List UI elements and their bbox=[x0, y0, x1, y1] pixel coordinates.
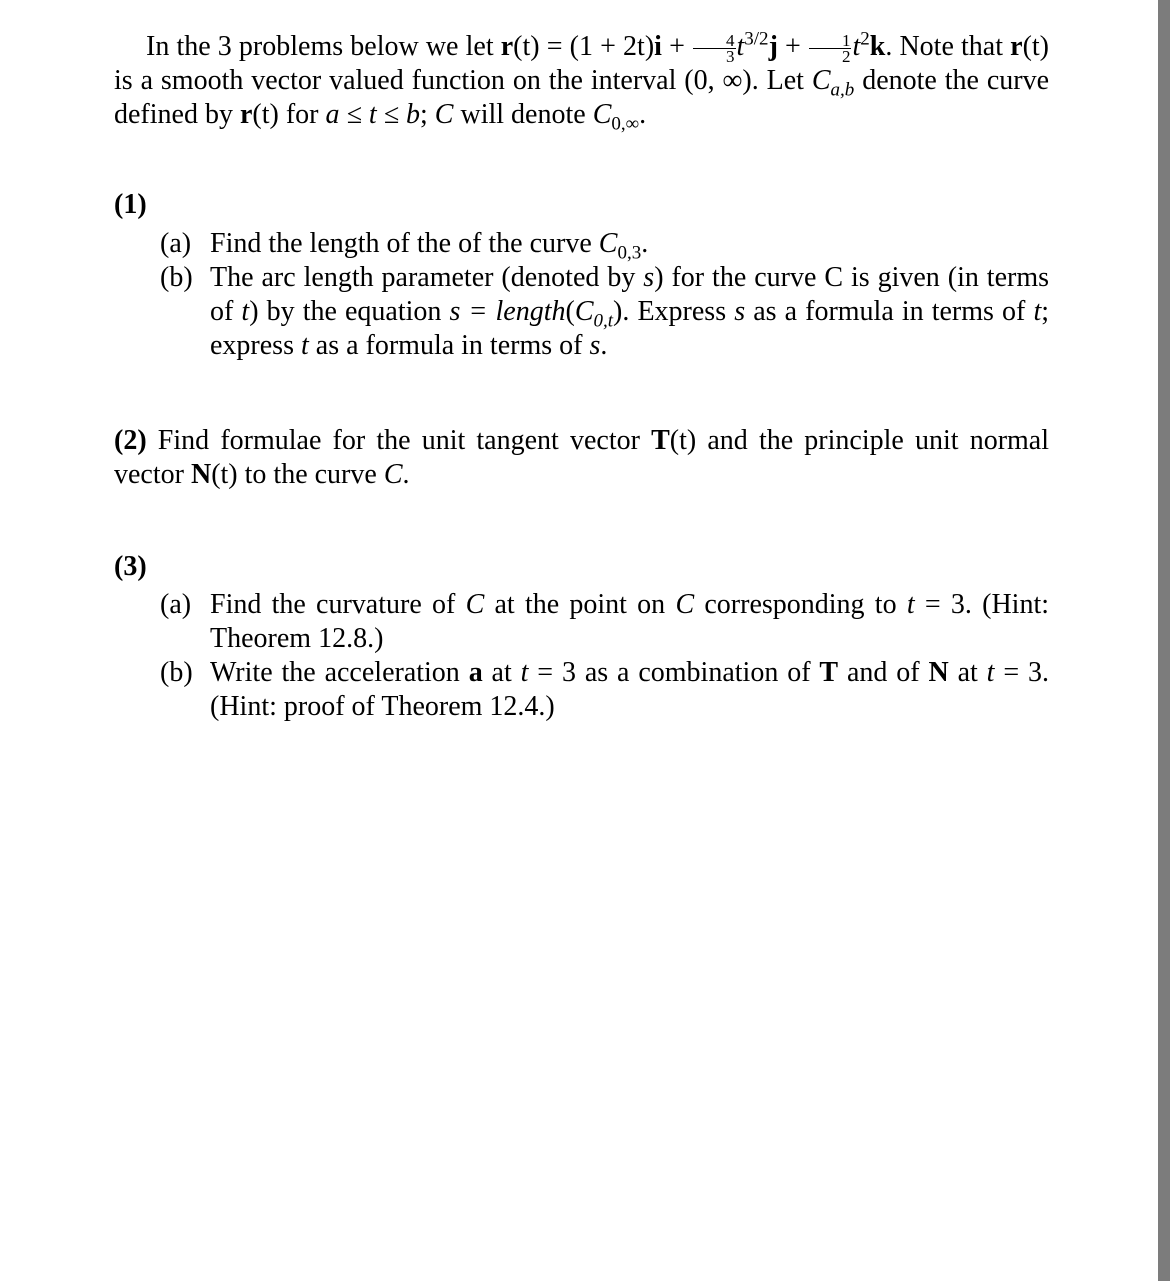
page-edge-border bbox=[1158, 0, 1170, 1281]
plus: + bbox=[777, 31, 808, 62]
item-text: and of bbox=[838, 657, 929, 688]
equation: s = length bbox=[449, 296, 566, 327]
curve-symbol: C bbox=[383, 459, 403, 490]
a-vector: a bbox=[468, 657, 483, 688]
intro-text: ; bbox=[420, 99, 435, 131]
problem-1-heading: (1) bbox=[114, 189, 147, 220]
paren: ( bbox=[565, 296, 575, 327]
intro-eq: = (1 + 2t) bbox=[539, 31, 655, 62]
item-text: Write the acceleration bbox=[210, 657, 469, 688]
item-text: as a formula in terms of bbox=[745, 296, 1034, 327]
problem-3a bbox=[160, 588, 1049, 656]
item-text: . bbox=[402, 459, 410, 490]
t-var: t bbox=[300, 330, 309, 361]
intro-text: In the 3 problems below we let bbox=[146, 31, 501, 62]
exponent: 3/2 bbox=[744, 28, 769, 50]
item-body bbox=[210, 261, 1049, 363]
s-var: s bbox=[589, 330, 601, 361]
paren: ) bbox=[613, 296, 623, 327]
item-text: Find the length of the of the curve bbox=[210, 228, 599, 259]
r-vector: r bbox=[1010, 31, 1023, 62]
item-text: . bbox=[600, 330, 608, 361]
exponent: 2 bbox=[860, 28, 870, 50]
item-text: and the principle unit normal vector bbox=[114, 425, 1050, 490]
curve-symbol: C bbox=[574, 296, 594, 327]
item-body bbox=[210, 227, 1049, 264]
fraction-4-3 bbox=[693, 31, 736, 67]
problem-3b bbox=[160, 656, 1049, 724]
t-var: t bbox=[736, 31, 745, 62]
t-arg: (t) bbox=[1022, 31, 1049, 62]
item-label: (a) bbox=[160, 589, 192, 620]
item-text: Find formulae for the unit tangent vector bbox=[146, 425, 652, 456]
intro-text: for bbox=[278, 99, 326, 131]
item-text: at bbox=[948, 657, 987, 688]
r-vector: r bbox=[500, 31, 514, 62]
r-vector: r bbox=[239, 99, 253, 131]
problem-3-heading: (3) bbox=[114, 551, 147, 582]
item-text: as a formula in terms of bbox=[308, 330, 590, 361]
fraction-1-2 bbox=[809, 31, 852, 67]
T-vector: T bbox=[651, 425, 670, 456]
item-body bbox=[210, 588, 1049, 656]
intro-paragraph bbox=[114, 28, 1050, 135]
inequality: a ≤ t ≤ b bbox=[325, 99, 421, 131]
subscript: 0,t bbox=[593, 310, 614, 332]
problem-1b bbox=[160, 261, 1049, 363]
frac-num: 1 bbox=[809, 33, 852, 49]
hint-text: (Hint: Theorem 12.8.) bbox=[210, 589, 1049, 654]
problem-2 bbox=[114, 424, 1049, 492]
T-vector: T bbox=[819, 657, 839, 688]
item-label: (b) bbox=[160, 657, 193, 688]
t-var: t bbox=[986, 657, 995, 688]
curve-symbol: C bbox=[675, 589, 695, 620]
intro-text: . bbox=[639, 99, 647, 131]
item-text: to the curve bbox=[237, 459, 384, 490]
item-text: . bbox=[641, 228, 649, 259]
intro-text: denote the curve defined by bbox=[114, 65, 1050, 131]
frac-den: 3 bbox=[726, 47, 735, 67]
item-label: (a) bbox=[160, 228, 192, 259]
item-text: . Express bbox=[622, 296, 735, 327]
t-var: t bbox=[906, 589, 915, 620]
i-vector: i bbox=[654, 31, 662, 62]
t-var: t bbox=[852, 31, 861, 62]
N-vector: N bbox=[928, 657, 949, 688]
t-arg: (t) bbox=[252, 99, 279, 131]
item-text: Find the curvature of bbox=[210, 589, 466, 620]
intro-text: is a smooth vector valued function on the interval (0, ∞). Let bbox=[114, 65, 812, 97]
s-var: s bbox=[643, 262, 655, 293]
t-var: t bbox=[520, 657, 529, 688]
curve-symbol: C bbox=[811, 65, 831, 97]
item-text: corresponding to bbox=[694, 589, 907, 620]
t-arg: (t) bbox=[211, 459, 238, 490]
item-label: (b) bbox=[160, 262, 193, 293]
curve-symbol: C bbox=[598, 228, 618, 259]
subscript: a,b bbox=[830, 79, 855, 101]
intro-text: . Note that bbox=[885, 31, 1011, 62]
subscript: 0,3 bbox=[617, 242, 642, 264]
k-vector: k bbox=[869, 31, 886, 62]
j-vector: j bbox=[768, 31, 778, 62]
curve-symbol: C bbox=[592, 99, 612, 131]
item-text: at the point on bbox=[484, 589, 676, 620]
item-text: The arc length parameter (denoted by bbox=[210, 262, 644, 293]
t-arg: (t) bbox=[513, 31, 540, 62]
s-var: s bbox=[734, 296, 746, 327]
N-vector: N bbox=[190, 459, 212, 490]
t-var: t bbox=[241, 296, 250, 327]
plus: + bbox=[661, 31, 692, 62]
problem-2-heading: (2) bbox=[114, 425, 147, 456]
item-text: ; express bbox=[210, 296, 1050, 361]
item-text: ) by the equation bbox=[249, 296, 450, 327]
problem-1a bbox=[160, 227, 1049, 264]
t-arg: (t) bbox=[669, 425, 697, 456]
item-text: = 3 as a combination of bbox=[528, 657, 820, 688]
frac-num: 4 bbox=[693, 33, 736, 49]
item-body bbox=[210, 656, 1049, 724]
intro-text: will denote bbox=[453, 99, 593, 131]
curve-symbol: C bbox=[434, 99, 454, 131]
subscript: 0,∞ bbox=[611, 113, 640, 135]
item-text: at bbox=[482, 657, 521, 688]
item-text: ) for the curve C is given (in terms of bbox=[210, 262, 1050, 327]
t-var: t bbox=[1033, 296, 1042, 327]
curve-symbol: C bbox=[465, 589, 485, 620]
item-text: = 3. (Hint: proof of Theorem 12.4.) bbox=[210, 657, 1049, 722]
item-text: = 3. bbox=[914, 589, 972, 620]
frac-den: 2 bbox=[841, 47, 851, 67]
